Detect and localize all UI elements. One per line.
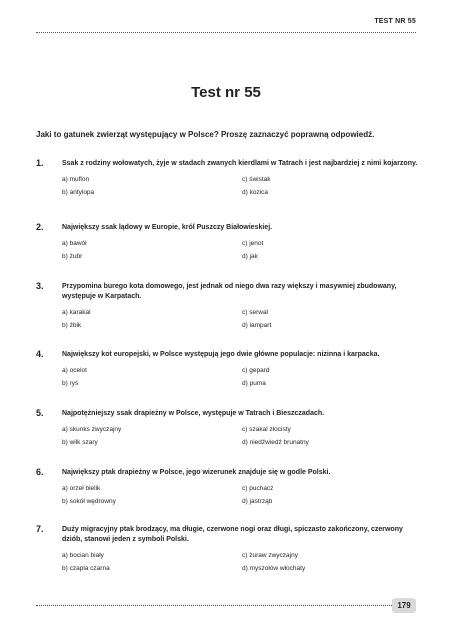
question-1 (36, 159, 422, 223)
answer-option[interactable]: a) bocian biały (62, 552, 104, 559)
answer-option[interactable]: b) antylopa (62, 189, 95, 196)
answer-option[interactable]: b) żbik (62, 322, 82, 329)
top-divider (36, 32, 416, 33)
question-number: 2. (36, 222, 44, 232)
answer-options (62, 366, 422, 388)
question-number: 4. (36, 349, 44, 359)
answer-option[interactable]: a) orzeł bielik (62, 485, 101, 492)
answer-option[interactable]: d) jak (242, 253, 258, 260)
answer-option[interactable]: a) karakal (62, 309, 91, 316)
running-head: TEST NR 55 (374, 18, 416, 25)
answer-option[interactable]: d) jastrząb (242, 498, 273, 505)
question-3 (36, 282, 422, 350)
question-6 (36, 468, 422, 525)
question-number: 6. (36, 467, 44, 477)
answer-option[interactable]: d) lampart (242, 322, 272, 329)
question-text: Największy kot europejski, w Polsce występują jego dwie główne populacje: nizinna i karpacka. (62, 351, 380, 358)
question-text: Największy ptak drapieżny w Polsce, jego wizerunek znajduje się w godle Polski. (62, 469, 331, 476)
answer-options (62, 425, 422, 447)
question-text: Najpotężniejszy ssak drapieżny w Polsce, występuje w Tatrach i Bieszczadach. (62, 410, 325, 417)
answer-option[interactable]: a) skunks zwyczajny (62, 426, 122, 433)
answer-option[interactable]: c) szakal złocisty (242, 426, 291, 433)
test-title: Test nr 55 (191, 84, 261, 101)
question-7 (36, 525, 422, 573)
answer-option[interactable]: a) muflon (62, 176, 90, 183)
question-number: 7. (36, 524, 44, 534)
page-number-badge: 179 (392, 598, 416, 613)
answer-option[interactable]: c) świstak (242, 176, 271, 183)
question-text: Największy ssak lądowy w Europie, król Puszczy Białowieskiej. (62, 224, 273, 231)
answer-options (62, 484, 422, 506)
answer-option[interactable]: c) żuraw zwyczajny (242, 552, 298, 559)
answer-option[interactable]: b) ryś (62, 380, 79, 387)
question-text: Ssak z rodziny wołowatych, żyje w stadach zwanych kierdlami w Tatrach i jest najbardziej z nimi kojarzony. (62, 160, 418, 167)
question-2 (36, 223, 422, 282)
question-text: Duży migracyjny ptak brodzący, ma długie, czerwone nogi oraz długi, spiczasto zakończony, czerwony dziób, stanowi jeden z symboli Polski. (62, 526, 403, 543)
question-number: 1. (36, 158, 44, 168)
answer-options (62, 239, 422, 261)
answer-options (62, 551, 422, 573)
answer-option[interactable]: c) serwal (242, 309, 269, 316)
answer-options (62, 308, 422, 330)
question-text: Przypomina burego kota domowego, jest jednak od niego dwa razy większy i masywniej zbudowany, występuje w Karpatach. (62, 283, 397, 300)
answer-option[interactable]: b) żubr (62, 253, 83, 260)
answer-option[interactable]: a) bawół (62, 240, 87, 247)
answer-option[interactable]: c) jenot (242, 240, 264, 247)
question-number: 3. (36, 281, 44, 291)
answer-option[interactable]: b) czapla czarna (62, 565, 110, 572)
answer-option[interactable]: d) niedźwiedź brunatny (242, 439, 309, 446)
answer-option[interactable]: c) gepard (242, 367, 270, 374)
answer-options (62, 175, 422, 197)
question-4 (36, 350, 422, 409)
answer-option[interactable]: c) puchacz (242, 485, 274, 492)
answer-option[interactable]: d) kozica (242, 189, 269, 196)
answer-option[interactable]: b) sokół wędrowny (62, 498, 116, 505)
answer-option[interactable]: b) wilk szary (62, 439, 98, 446)
answer-option[interactable]: a) ocelot (62, 367, 87, 374)
question-number: 5. (36, 408, 44, 418)
answer-option[interactable]: d) myszołów włochaty (242, 565, 306, 572)
bottom-divider (36, 605, 404, 606)
answer-option[interactable]: d) puma (242, 380, 266, 387)
question-5 (36, 409, 422, 468)
question-list (36, 159, 422, 573)
instruction-text: Jaki to gatunek zwierząt występujący w Polsce? Proszę zaznaczyć poprawną odpowiedź. (36, 130, 375, 139)
